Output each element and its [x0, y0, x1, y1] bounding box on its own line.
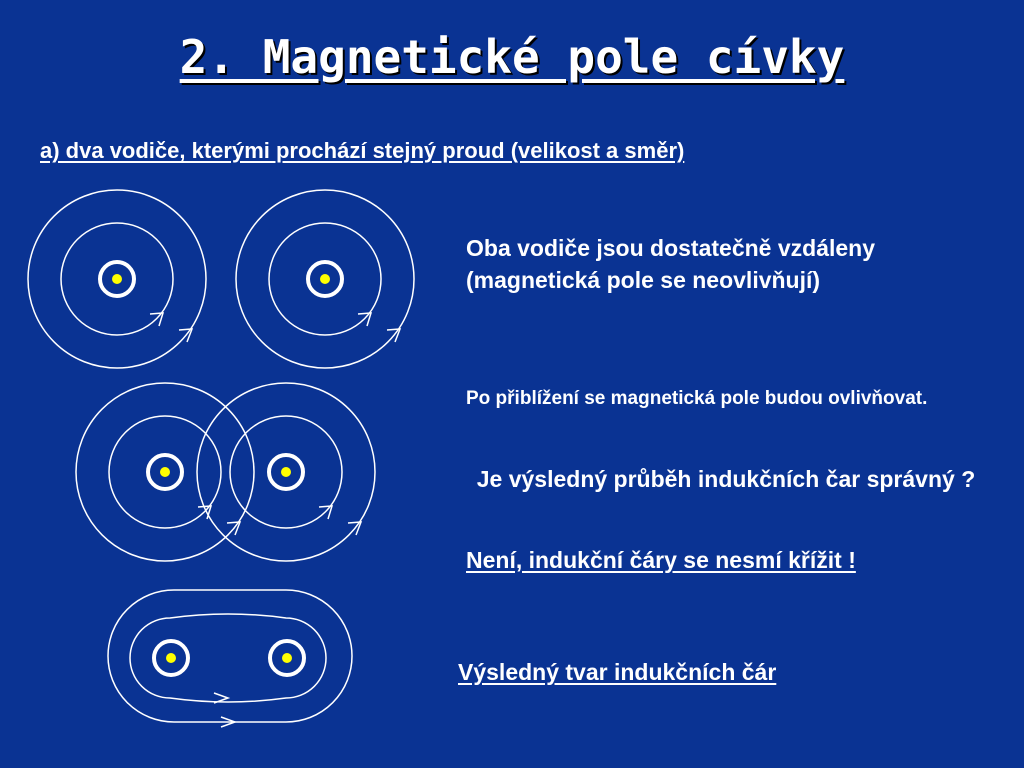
conductor-icon [308, 262, 342, 296]
conductor-icon [148, 455, 182, 489]
conductor-icon [269, 455, 303, 489]
text-result: Výsledný tvar indukčních čár [458, 659, 777, 685]
text-separated-conductors: Oba vodiče jsou dostatečně vzdáleny (magnetická pole se neovlivňují) [466, 235, 876, 293]
resulting-field-figure [108, 590, 352, 727]
text-question: Je výsledný průběh indukčních čar správný ? [476, 466, 976, 492]
text-answer: Není, indukční čáry se nesmí křížit ! [466, 547, 856, 573]
slide-title: 2. Magnetické pole cívky [179, 30, 845, 84]
conductor-icon [270, 641, 304, 675]
text-approach: Po přiblížení se magnetická pole budou ovlivňovat. [466, 388, 928, 409]
conductor-icon [154, 641, 188, 675]
overlapping-fields-figure [76, 383, 375, 561]
conductor-icon [100, 262, 134, 296]
slide-subtitle: a) dva vodiče, kterými prochází stejný proud (velikost a směr) [40, 138, 685, 163]
separated-conductors-figure [28, 190, 414, 368]
